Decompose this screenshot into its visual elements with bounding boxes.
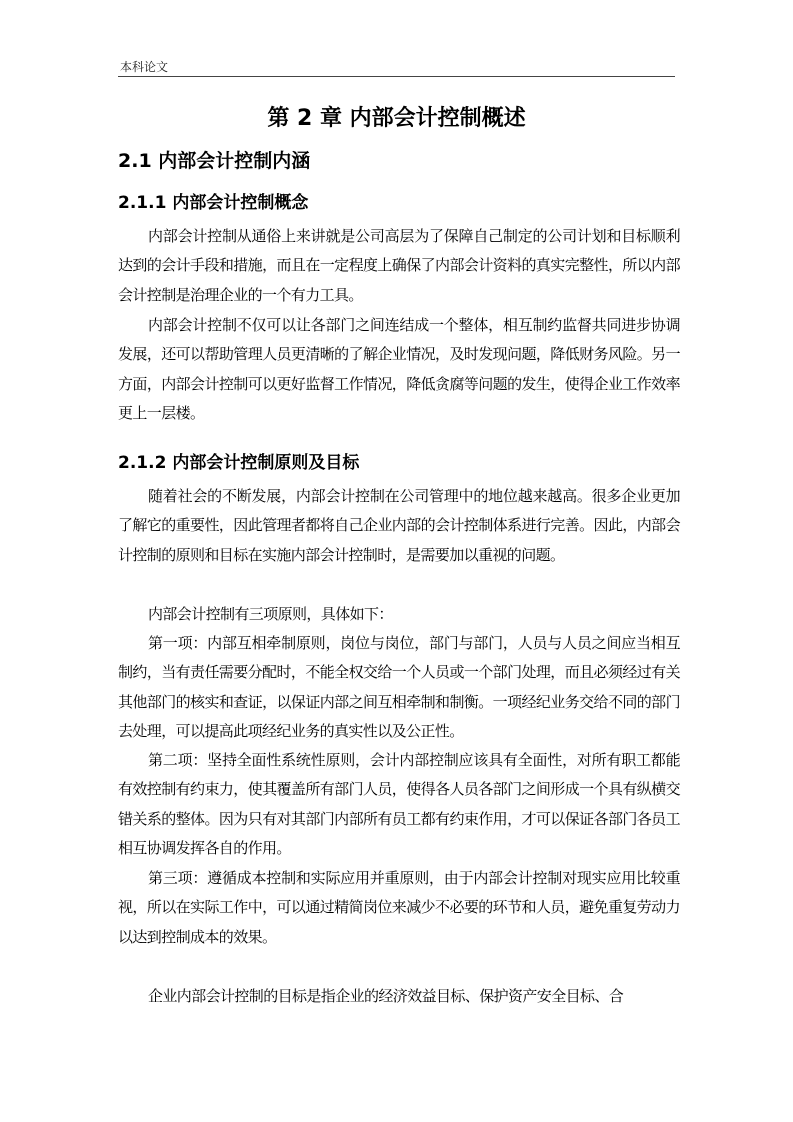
header-divider (118, 76, 675, 77)
paragraph: 第三项：遵循成本控制和实际应用并重原则，由于内部会计控制对现实应用比较重视，所以在实际工作中，可以通过精简岗位来减少不必要的环节和人员，避免重复劳动力以达到控制成本的效果。 (118, 869, 680, 946)
paragraph: 企业内部会计控制的目标是指企业的经济效益目标、保护资产安全目标、合 (148, 987, 624, 1005)
paragraph: 第一项：内部互相牵制原则，岗位与岗位，部门与部门，人员与人员之间应当相互制约，当有责任需要分配时，不能全权交给一个人员或一个部门处理，而且必须经过有关其他部门的核实和查证，以保证内部之间互相牵制和制衡。一项经纪业务交给不同的部门去处理，可以提高此项经纪业务的真实性以及公正性。 (118, 634, 680, 741)
subsection-title: 2.1.1 内部会计控制概念 (118, 193, 309, 213)
running-header: 本科论文 (120, 60, 169, 74)
section-title: 2.1 内部会计控制内涵 (118, 150, 311, 172)
paragraph: 随着社会的不断发展，内部会计控制在公司管理中的地位越来越高。很多企业更加了解它的重要性，因此管理者都将自己企业内部的会计控制体系进行完善。因此，内部会计控制的原则和目标在实施内部会计控制时，是需要加以重视的问题。 (118, 487, 680, 564)
paragraph: 内部会计控制从通俗上来讲就是公司高层为了保障自己制定的公司计划和目标顺利达到的会计手段和措施，而且在一定程度上确保了内部会计资料的真实完整性，所以内部会计控制是治理企业的一个有力工具。 (118, 227, 680, 304)
paragraph: 内部会计控制不仅可以让各部门之间连结成一个整体，相互制约监督共同进步协调发展，还可以帮助管理人员更清晰的了解企业情况，及时发现问题，降低财务风险。另一方面，内部会计控制可以更好监督工作情况，降低贪腐等问题的发生，使得企业工作效率更上一层楼。 (118, 316, 680, 423)
paragraph: 内部会计控制有三项原则，具体如下： (148, 605, 393, 623)
chapter-title: 第 2 章 内部会计控制概述 (267, 106, 526, 131)
subsection-title: 2.1.2 内部会计控制原则及目标 (118, 453, 360, 473)
paragraph: 第二项：坚持全面性系统性原则，会计内部控制应该具有全面性，对所有职工都能有效控制有约束力，使其覆盖所有部门人员，使得各人员各部门之间形成一个具有纵横交错关系的整体。因为只有对其部门内部所有员工都有约束作用，才可以保证各部门各员工相互协调发挥各自的作用。 (118, 751, 680, 858)
